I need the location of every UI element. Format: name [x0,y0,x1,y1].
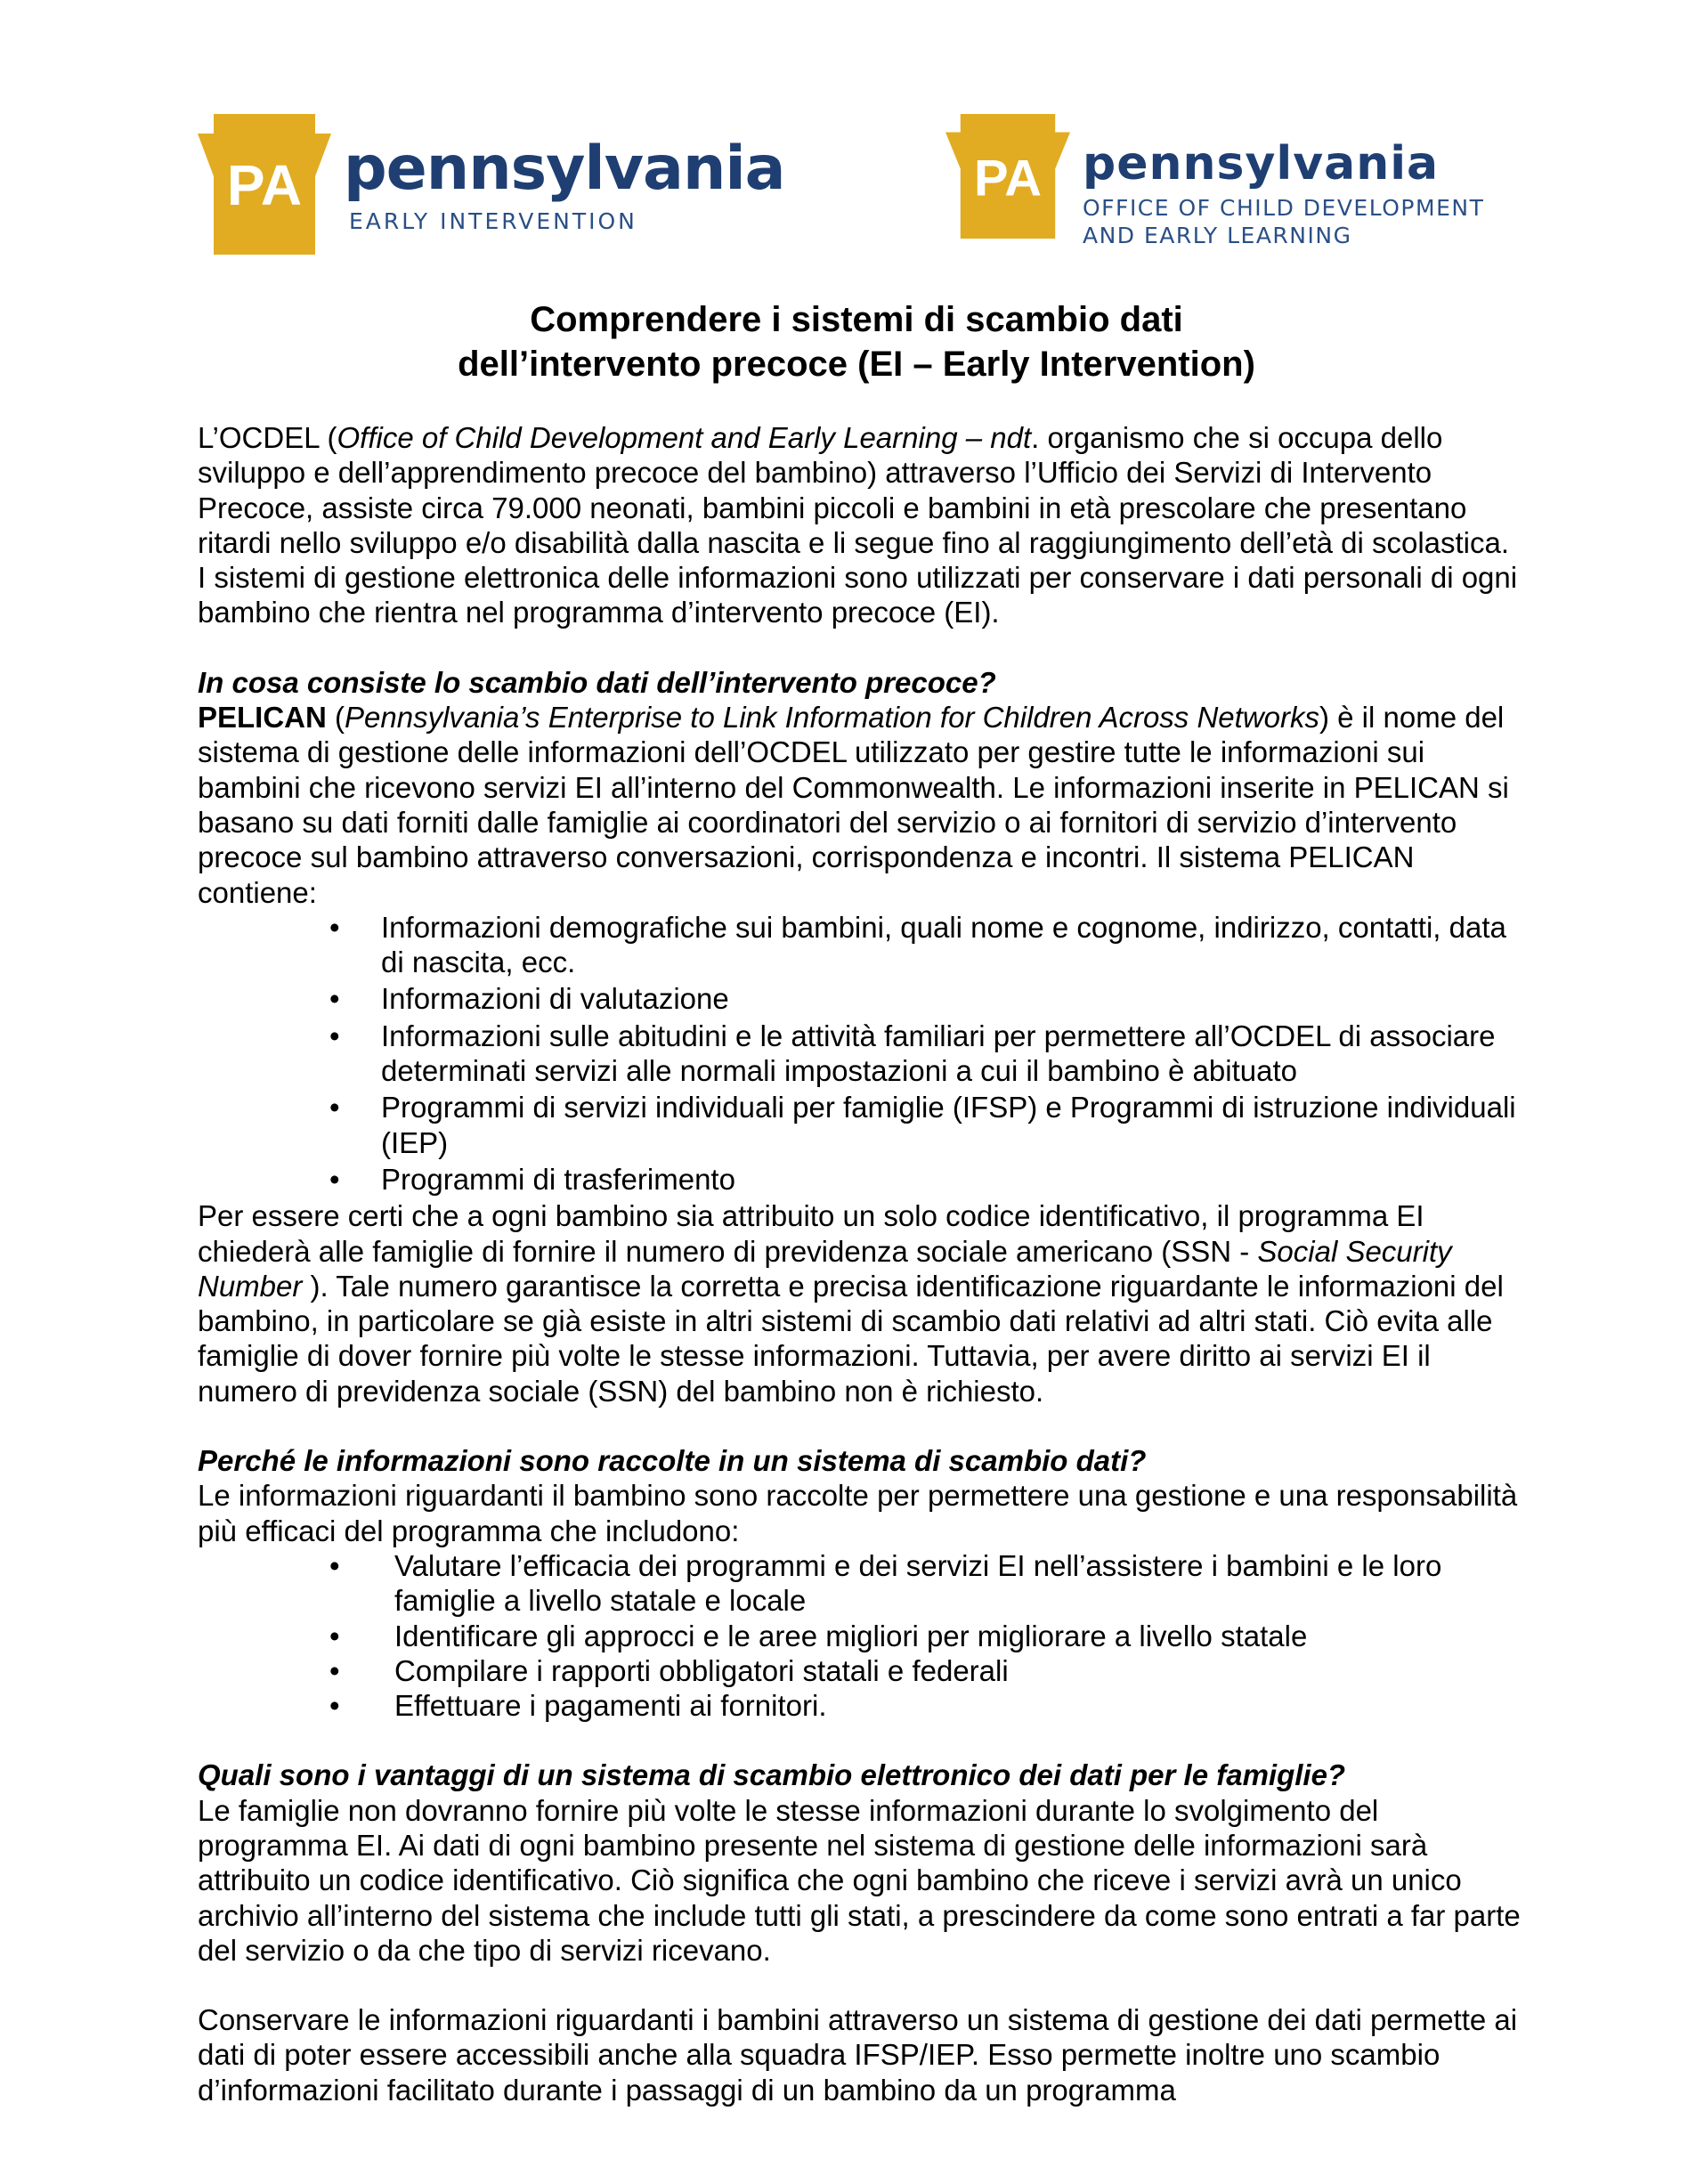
intro-text-italic: Office of Child Development and Early Learning – ndt [337,421,1032,454]
logo-subtitle-line2: AND EARLY LEARNING [1083,223,1352,248]
list-item: • Informazioni sulle abitudini e le attività familiari per permettere all’OCDEL di associare determinati servizi alle normali impostazioni a cui il bambino è abituato [329,1019,1496,1088]
logo-subtitle-line1: OFFICE OF CHILD DEVELOPMENT [1083,195,1485,221]
bullet-icon: • [329,1689,340,1723]
bullet-icon: • [329,1091,340,1124]
section1-text-rest: ) è il nome del sistema di gestione delle informazioni dell’OCDEL utilizzato per gestire tutte le informazioni sui bambini che ricevono servizi EI all’interno del Commonwealth. Le informazioni inserite in PELICAN si basano su dati forniti dalle famiglie ai coordinatori del servizio o ai fornitori di servizio d’intervento precoce sul bambino attraverso conversazioni, corrispondenza e incontri. Il sistema PELICAN contiene: [198,701,1509,909]
pelican-term: PELICAN [198,701,327,735]
logo-badge-text: PA [226,153,303,217]
list-item: • Effettuare i pagamenti ai fornitori. [329,1689,827,1723]
section3-paragraph1: Le famiglie non dovranno fornire più volte le stesse informazioni durante lo svolgimento del programma EI. Ai dati di ogni bambino presente nel sistema di gestione delle informazioni sarà attribuito un codice identificativo. Ciò significa che ogni bambino che riceve i servizi avrà un unico archivio all’interno del sistema che include tutti gli stati, a prescindere da come sono entrati a far parte del servizio o da che tipo di servizi ricevano. [198,1793,1521,1967]
section3-paragraph2: Conservare le informazioni riguardanti i bambini attraverso un sistema di gestione dei dati permette ai dati di poter essere accessibili anche alla squadra IFSP/IEP. Esso permette inoltre uno scambio d’informazioni facilitato durante i passaggi di un bambino da un programma [198,2003,1518,2107]
intro-text-start: L’OCDEL ( [198,421,337,454]
section1-heading: In cosa consiste lo scambio dati dell’intervento precoce? [198,665,996,699]
bullet-icon: • [329,1019,340,1052]
section2-heading: Perché le informazioni sono raccolte in un sistema di scambio dati? [198,1444,1147,1478]
list-item: • Identificare gli approcci e le aree migliori per migliorare a livello statale [329,1619,1308,1652]
bullet-icon: • [329,910,340,944]
section1-paragraph2: Per essere certi che a ogni bambino sia attribuito un solo codice identificativo, il programma EI chiederà alle famiglie di fornire il numero di previdenza sociale americano (SSN - Social Security Number ). Tale numero garantisce la corretta e precisa identificazione riguardante le informazioni del bambino, in particolare se già esiste in altri sistemi di scambio dati relativi ad altri stati. Ciò evita alle famiglie di dover fornire più volte le stesse informazioni. Tuttavia, per avere diritto ai servizi EI il numero di previdenza sociale (SSN) del bambino non è richiesto. [198,1199,1504,1408]
list-item: • Programmi di servizi individuali per famiglie (IFSP) e Programmi di istruzione individuali (IEP) [329,1091,1516,1159]
title-line-1: Comprendere i sistemi di scambio dati [530,300,1183,339]
keystone-pa-icon [198,114,331,255]
section1-paragraph1 [198,700,1524,910]
list-item: • Informazioni di valutazione [329,982,729,1016]
bullet-icon: • [329,1548,340,1582]
logo-badge-text: PA [973,150,1043,207]
section1-text-open: ( [326,701,345,735]
section1-bullet-list [329,910,1524,1197]
section2-bullet-list [329,1548,1524,1723]
intro-text-rest: . organismo che si occupa dello sviluppo e dell’apprendimento precoce del bambino) attraverso l’Ufficio dei Servizi di Intervento Precoce, assiste circa 79.000 neonati, bambini piccoli e bambini in età prescolare che presentano ritardi nello sviluppo e/o disabilità dalla nascita e li segue fino al raggiungimento dell’età di scolastica. I sistemi di gestione elettronica delle informazioni sono utilizzati per conservare i dati personali di ogni bambino che rientra nel programma d’intervento precoce (EI). [198,421,1518,629]
bullet-icon: • [329,1619,340,1652]
ssn-expansion: Social Security Number [198,1234,1452,1303]
bullet-icon: • [329,1653,340,1687]
intro-paragraph [198,420,1524,630]
list-item: • Compilare i rapporti obbligatori statali e federali [329,1653,1009,1687]
logo-name: pennsylvania [1083,137,1440,191]
keystone-pa-icon [945,114,1070,239]
pa-early-intervention-logo [198,114,785,255]
logo-name: pennsylvania [344,134,785,204]
document-title [198,297,1515,386]
list-item: • Valutare l’efficacia dei programmi e dei servizi EI nell’assistere i bambini e le loro famiglie a livello statale e locale [329,1548,1442,1618]
document-body [198,420,1524,2107]
pa-ocdel-logo [945,114,1484,249]
bullet-icon: • [329,1162,340,1196]
list-item: • Programmi di trasferimento [329,1162,735,1196]
section3-heading: Quali sono i vantaggi di un sistema di scambio elettronico dei dati per le famiglie? [198,1758,1346,1792]
title-line-2: dell’intervento precoce (EI – Early Intervention) [458,345,1255,384]
logo-subtitle: EARLY INTERVENTION [349,208,637,234]
pelican-expansion: Pennsylvania’s Enterprise to Link Information for Children Across Networks [345,701,1319,735]
list-item: • Informazioni demografiche sui bambini, quali nome e cognome, indirizzo, contatti, data di nascita, ecc. [329,910,1506,979]
bullet-icon: • [329,982,340,1016]
section2-paragraph: Le informazioni riguardanti il bambino sono raccolte per permettere una gestione e una responsabilità più efficaci del programma che includono: [198,1479,1518,1547]
